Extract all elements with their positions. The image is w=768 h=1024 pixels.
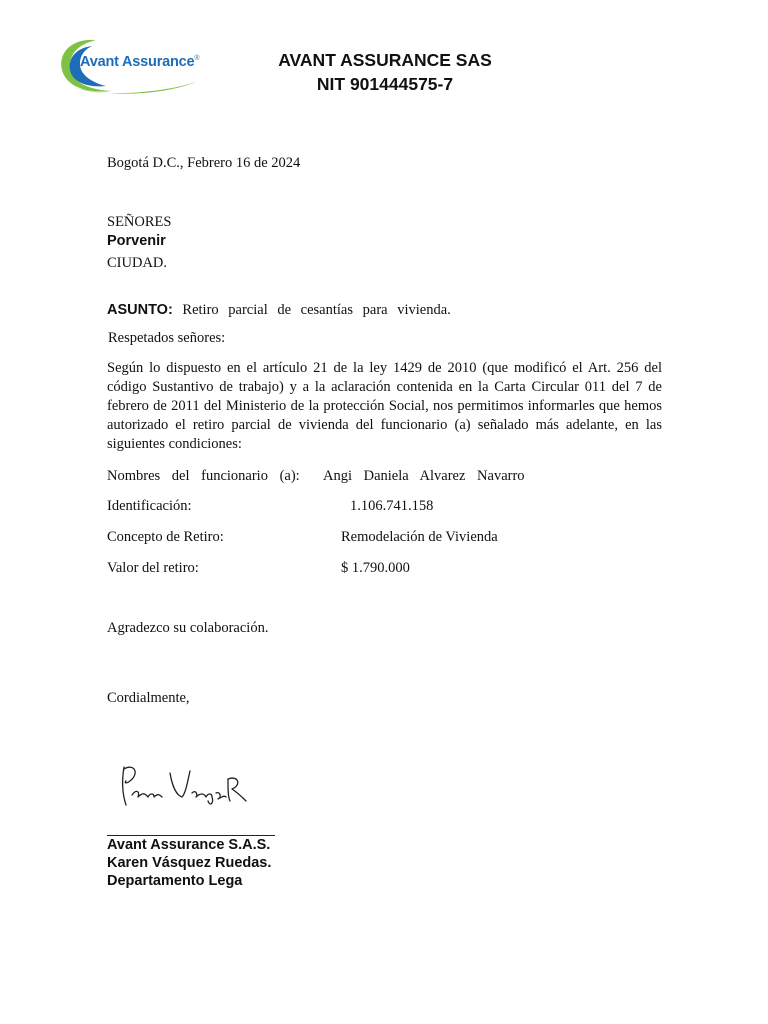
- concept-value: Remodelación de Vivienda: [341, 529, 498, 545]
- letterhead: [240, 48, 530, 96]
- concept-label: Concepto de Retiro:: [107, 529, 224, 545]
- amount-value: $ 1.790.000: [341, 560, 410, 576]
- signature-department: Departamento Lega: [107, 873, 243, 889]
- body-paragraph: Según lo dispuesto en el artículo 21 de la ley 1429 de 2010 (que modificó el Art. 256 del código Sustantivo de trabajo) y a la aclaración contenida en la Carta Circular 011 del 7 de febrero de 2011 del Ministerio de la protección Social, nos permitimos informarles que hemos autorizado el retiro parcial de vivienda del funcionario (a) señalado más adelante, en las siguientes condiciones:: [107, 360, 662, 452]
- signature-company: Avant Assurance S.A.S.: [107, 837, 271, 853]
- signature-block: [107, 836, 271, 890]
- thanks-line: Agradezco su colaboración.: [107, 620, 269, 636]
- employee-label: Nombres del funcionario (a):: [107, 468, 300, 484]
- company-nit: NIT 901444575-7: [316, 74, 454, 94]
- subject-label: ASUNTO:: [107, 302, 173, 318]
- recipient-city: CIUDAD.: [107, 255, 168, 271]
- signature-name: Karen Vásquez Ruedas.: [107, 855, 272, 871]
- logo-text: Avant Assurance®: [80, 54, 200, 70]
- greeting: Respetados señores:: [108, 330, 226, 346]
- recipient-name: Porvenir: [107, 233, 166, 249]
- subject-text: Retiro parcial de cesantías para vivienda.: [182, 302, 451, 318]
- amount-label: Valor del retiro:: [107, 560, 199, 576]
- subject-line: [107, 301, 451, 320]
- company-name: AVANT ASSURANCE SAS: [278, 50, 492, 70]
- handwritten-signature: [110, 755, 250, 815]
- company-logo: [56, 36, 201, 96]
- letter-date: Bogotá D.C., Febrero 16 de 2024: [107, 155, 301, 171]
- closing-line: Cordialmente,: [107, 690, 190, 706]
- id-value: 1.106.741.158: [350, 498, 434, 514]
- id-label: Identificación:: [107, 498, 192, 514]
- employee-value: Angi Daniela Alvarez Navarro: [323, 468, 525, 484]
- recipient-salutation: SEÑORES: [107, 214, 172, 230]
